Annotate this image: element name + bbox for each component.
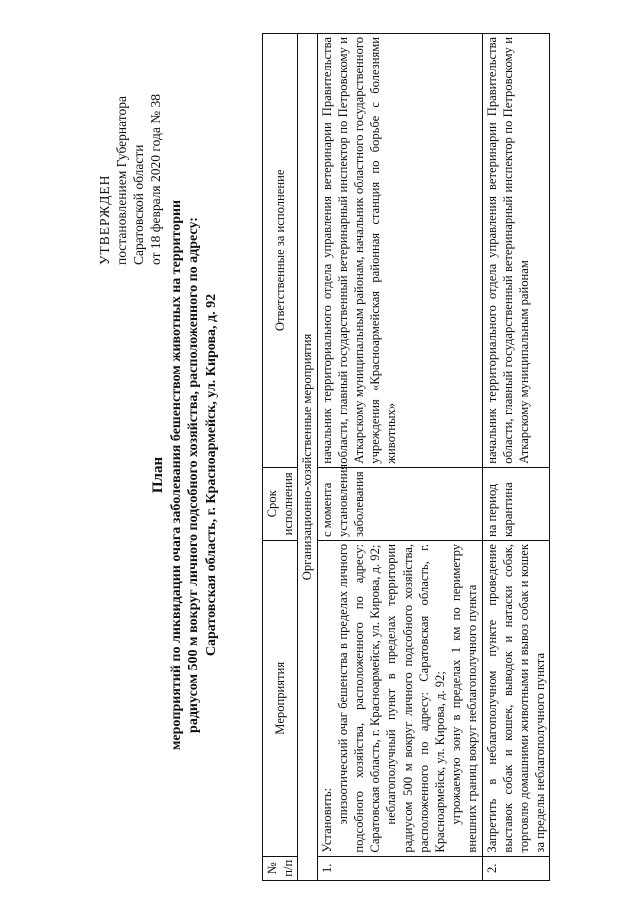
approval-line-3: от 18 февраля 2020 года № 38: [148, 94, 163, 265]
table-row: [317, 34, 482, 881]
row-num: 2.: [482, 856, 550, 880]
header-num: № п/п: [263, 856, 298, 880]
title-line-1: мероприятий по ликвидации очага заболевания бешенством животных на территории: [168, 199, 184, 751]
document-page: [40, 25, 600, 885]
table-row: [482, 34, 550, 881]
table-header-row: [263, 34, 298, 881]
row-term: с момента установления заболевания: [317, 467, 482, 540]
title-line-2: радиусом 500 м вокруг личного подсобного хозяйства, расположенного по адресу:: [186, 217, 201, 733]
activity-intro: Установить:: [319, 787, 334, 853]
row-activity: Запретить в неблагополучном пункте проведение выставок собак и кошек, выводок и натаски собак, торговлю домашними животными и вывоз собак и кошек за пределы неблагополучного пункта: [482, 541, 550, 857]
header-activity: Мероприятия: [263, 541, 298, 857]
activity-item: угрожаемую зону в пределах 1 км по периметру внешних границ вокруг неблагополучного пункта: [449, 544, 480, 853]
approval-header: УТВЕРЖДЕН: [97, 174, 112, 265]
title-main: План: [150, 456, 166, 494]
approval-line-1: постановлением Губернатора: [114, 96, 129, 265]
row-responsible: начальник территориального отдела управления ветеринарии Правительства области, главный государственный ветеринарный инспектор по Петровскому и Аткарскому муниципальным районам: [482, 34, 550, 468]
row-term: на период карантина: [482, 467, 550, 540]
row-num: 1.: [317, 856, 482, 880]
header-responsible: Ответственные за исполнение: [263, 34, 298, 468]
title-line-3: Саратовская область, г. Красноармейск, ул. Кирова, д. 92: [203, 293, 219, 657]
row-activity: [317, 541, 482, 857]
plan-table: [262, 33, 550, 881]
approval-line-2: Саратовской области: [131, 144, 146, 265]
row-responsible: начальник территориального отдела управления ветеринарии Правительства области, главный государственный ветеринарный инспектор по Петровскому и Аткарскому муниципальным районам, начальник областного государственного учреждения «Красноармейская районная станция по борьбе с болезнями животных»: [317, 34, 482, 468]
activity-item: неблагополучный пункт в пределах территории радиусом 500 м вокруг личного подсобного хозяйства, расположенного по адресу: Саратовская область, г. Красноармейск, ул. Кирова, д. 92;: [384, 544, 448, 853]
section-row: [298, 34, 317, 881]
section-title: Организационно-хозяйственные мероприятия: [298, 34, 317, 881]
header-term: Срок исполнения: [263, 467, 298, 540]
document-title: [150, 125, 220, 825]
activity-item: эпизоотический очаг бешенства в пределах личного подсобного хозяйства, расположенного по адресу: Саратовская область, г. Красноармейск, ул. Кирова, д. 92;: [335, 544, 383, 853]
